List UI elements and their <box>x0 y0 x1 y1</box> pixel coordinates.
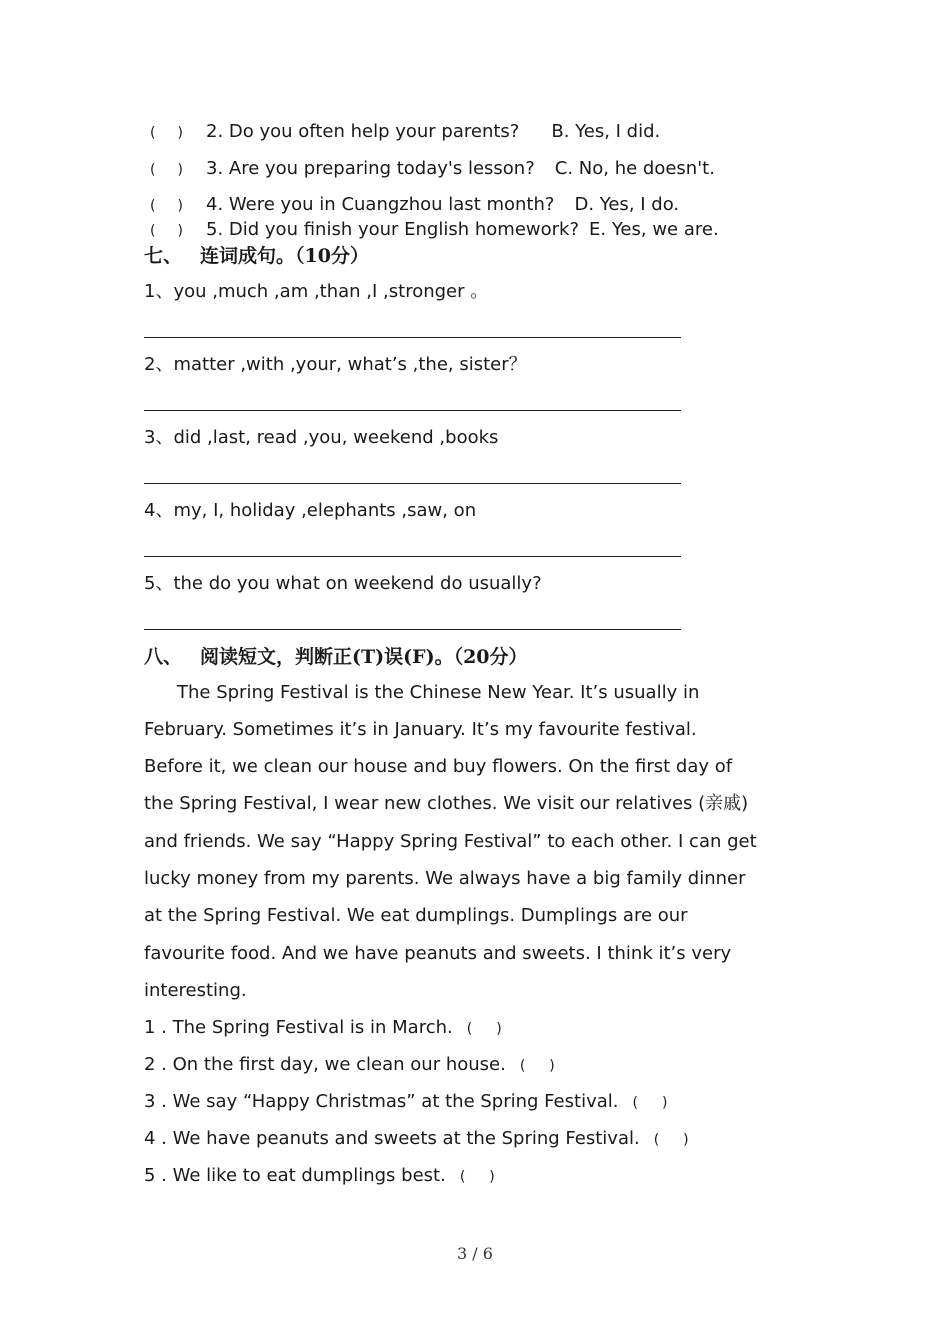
matching-item <box>150 121 660 144</box>
answer-line[interactable] <box>144 483 681 484</box>
passage-line: at the Spring Festival. We eat dumplings. Dumplings are our <box>144 905 688 926</box>
passage-line: and friends. We say “Happy Spring Festival” to each other. I can get <box>144 831 757 852</box>
answer-paren[interactable]: ( ) <box>150 198 183 214</box>
section-title: 阅读短文，判断正(T)误(F)。（20分） <box>200 646 528 668</box>
passage-line: the Spring Festival, I wear new clothes. We visit our relatives (亲戚) <box>144 793 749 814</box>
section-heading <box>144 646 528 668</box>
tf-statement <box>144 1091 667 1114</box>
sentence-prompt: 2、matter ,with ,your, what’s ,the, sister？ <box>144 354 527 375</box>
tf-statement-text: 5 . We like to eat dumplings best. <box>144 1165 446 1186</box>
matching-answer: B. Yes, I did. <box>551 121 661 142</box>
matching-question: 2. Do you often help your parents? <box>206 121 520 142</box>
matching-item <box>150 194 679 217</box>
passage-line: The Spring Festival is the Chinese New Year. It’s usually in <box>177 682 700 703</box>
answer-line[interactable] <box>144 629 681 630</box>
tf-statement <box>144 1017 502 1040</box>
matching-question: 5. Did you finish your English homework? <box>206 219 580 240</box>
tf-statement-text: 2 . On the first day, we clean our house. <box>144 1054 506 1075</box>
answer-line[interactable] <box>144 556 681 557</box>
tf-statement <box>144 1128 689 1151</box>
tf-statement-text: 1 . The Spring Festival is in March. <box>144 1017 453 1038</box>
answer-line[interactable] <box>144 337 681 338</box>
matching-question: 4. Were you in Cuangzhou last month? <box>206 194 555 215</box>
sentence-prompt: 1、you ,much ,am ,than ,I ,stronger 。 <box>144 281 489 302</box>
tf-answer-paren[interactable]: ( ) <box>519 1058 555 1074</box>
section-heading <box>144 245 369 267</box>
section-number: 八、 <box>144 646 183 668</box>
matching-answer: C. No, he doesn't. <box>554 158 715 179</box>
tf-answer-paren[interactable]: ( ) <box>459 1169 495 1185</box>
tf-statement-text: 4 . We have peanuts and sweets at the Spring Festival. <box>144 1128 640 1149</box>
answer-line[interactable] <box>144 410 681 411</box>
sentence-prompt: 4、my, I, holiday ,elephants ,saw, on <box>144 500 477 521</box>
passage-line: interesting. <box>144 980 247 1001</box>
answer-paren[interactable]: ( ) <box>150 125 183 141</box>
section-number: 七、 <box>144 245 183 267</box>
tf-statement-text: 3 . We say “Happy Christmas” at the Spring Festival. <box>144 1091 619 1112</box>
tf-answer-paren[interactable]: ( ) <box>632 1095 668 1111</box>
sentence-prompt: 3、did ,last, read ,you, weekend ,books <box>144 427 499 448</box>
tf-answer-paren[interactable]: ( ) <box>466 1021 502 1037</box>
page-number: 3 / 6 <box>457 1244 493 1263</box>
matching-item <box>150 219 719 242</box>
tf-statement <box>144 1054 555 1077</box>
matching-question: 3. Are you preparing today's lesson? <box>206 158 535 179</box>
tf-statement <box>144 1165 495 1188</box>
answer-paren[interactable]: ( ) <box>150 162 183 178</box>
sentence-prompt: 5、the do you what on weekend do usually? <box>144 573 542 594</box>
passage-line: lucky money from my parents. We always have a big family dinner <box>144 868 746 889</box>
matching-item <box>150 158 715 181</box>
passage-line: favourite food. And we have peanuts and sweets. I think it’s very <box>144 943 732 964</box>
section-title: 连词成句。（10分） <box>200 245 369 267</box>
answer-paren[interactable]: ( ) <box>150 223 183 239</box>
passage-line: Before it, we clean our house and buy flowers. On the first day of <box>144 756 733 777</box>
matching-answer: E. Yes, we are. <box>589 219 719 240</box>
passage-line: February. Sometimes it’s in January. It’s my favourite festival. <box>144 719 697 740</box>
tf-answer-paren[interactable]: ( ) <box>653 1132 689 1148</box>
matching-answer: D. Yes, I do. <box>574 194 680 215</box>
